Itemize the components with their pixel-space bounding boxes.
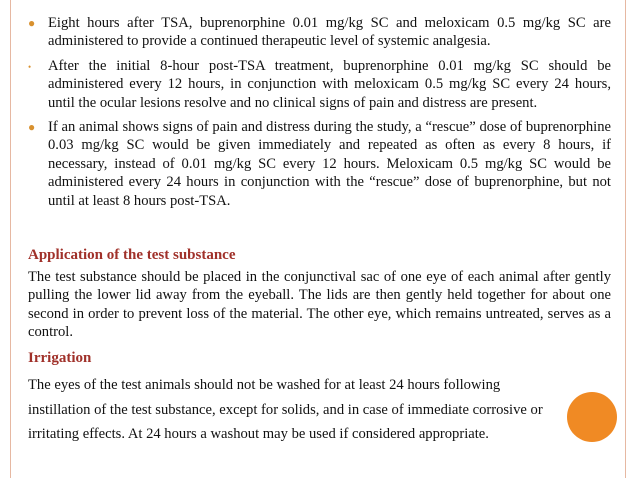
irrigation-line: The eyes of the test animals should not be washed for at least 24 hours following <box>28 377 501 393</box>
bullet-icon: ● <box>28 120 36 135</box>
bullet-icon: ● <box>28 16 36 30</box>
left-frame-line <box>10 0 11 478</box>
bullet-icon: • <box>28 61 32 72</box>
bullet-item <box>28 118 611 210</box>
section-heading-application: Application of the test substance <box>28 247 236 263</box>
right-frame-line <box>625 0 626 478</box>
irrigation-line: irritating effects. At 24 hours a washout may be used if considered appropriate. <box>28 426 489 442</box>
application-paragraph: The test substance should be placed in the conjunctival sac of one eye of each animal after gently pulling the lower lid away from the eyeball. The lids are then gently held together for about one second in order to prevent loss of the material. The other eye, which remains untreated, serves as a control. <box>28 269 611 341</box>
bullet-text: If an animal shows signs of pain and distress during the study, a “rescue” dose of buprenorphine 0.03 mg/kg SC would be given immediately and repeated as often as every 8 hours, if necessary, instead of 0.01 mg/kg SC every 12 hours. Meloxicam 0.5 mg/kg SC would be administered every 24 hours in conjunction with the “rescue” dose of buprenorphine, but not until at least 8 hours post-TSA. <box>48 119 611 209</box>
bullet-text: Eight hours after TSA, buprenorphine 0.01 mg/kg SC and meloxicam 0.5 mg/kg SC are administered to provide a continued therapeutic level of systemic analgesia. <box>48 15 611 50</box>
bullet-text: After the initial 8-hour post-TSA treatment, buprenorphine 0.01 mg/kg SC should be administered every 12 hours, in conjunction with meloxicam 0.5 mg/kg SC every 24 hours, until the ocular lesions resolve and no clinical signs of pain and distress are present. <box>48 57 611 111</box>
irrigation-line: instillation of the test substance, except for solids, and in case of immediate corrosive or <box>28 402 543 418</box>
decorative-circle <box>567 392 617 442</box>
bullet-item <box>28 57 611 112</box>
section-heading-irrigation: Irrigation <box>28 350 92 366</box>
bullet-list <box>28 14 611 216</box>
bullet-item <box>28 14 611 51</box>
